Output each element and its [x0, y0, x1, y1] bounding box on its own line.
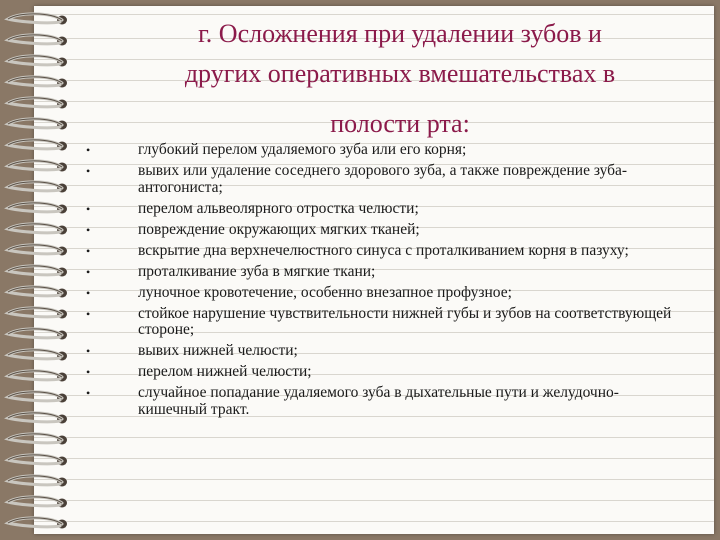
slide-title [110, 14, 690, 144]
list-item [82, 343, 682, 360]
list-item [82, 264, 682, 281]
spiral-binding-icon [0, 0, 90, 540]
list-item [82, 364, 682, 381]
list-item-text: глубокий перелом удаляемого зуба или его корня; [138, 141, 467, 158]
spiral-ring-icon [8, 497, 67, 508]
spiral-ring-icon [8, 161, 67, 172]
list-item [82, 243, 682, 260]
list-item [82, 163, 682, 196]
spiral-ring-icon [8, 77, 67, 88]
bullet-dot-icon: • [86, 164, 91, 178]
title-line-2: других оперативных вмешательствах в [184, 59, 616, 88]
list-item [82, 201, 682, 218]
bullet-dot-icon: • [86, 264, 91, 279]
spiral-ring-icon [8, 140, 67, 151]
spiral-ring-icon [8, 245, 67, 256]
list-item-text: вывих нижней челюсти; [138, 342, 298, 359]
spiral-ring-icon [8, 266, 67, 277]
spiral-ring-icon [8, 56, 67, 67]
bullet-dot-icon: • [86, 344, 91, 358]
list-item-text: вывих или удаление соседнего здорового зуба, а также повреждение зуба-антогониста; [138, 162, 628, 196]
spiral-ring-icon [8, 308, 67, 319]
list-item [82, 222, 682, 239]
spiral-ring-icon [8, 455, 67, 466]
spiral-ring-icon [8, 35, 67, 46]
bullet-dot-icon: • [86, 365, 91, 379]
spiral-ring-icon [8, 518, 67, 529]
spiral-ring-icon [8, 476, 67, 487]
complications-list [82, 142, 682, 423]
list-item-text: луночное кровотечение, особенно внезапное профузное; [138, 283, 512, 301]
bullet-dot-icon: • [86, 285, 91, 300]
title-line-3: полости рта: [330, 109, 470, 138]
list-item-text: стойкое нарушение чувствительности нижней губы и зубов на соответствующей стороне; [138, 304, 672, 338]
list-item-text: вскрытие дна верхнечелюстного синуса с проталкиванием корня в пазуху; [138, 241, 629, 259]
list-item-text: проталкивание зуба в мягкие ткани; [138, 262, 376, 280]
list-item-text: перелом альвеолярного отростка челюсти; [138, 199, 419, 217]
spiral-ring-icon [8, 413, 67, 424]
list-item [82, 385, 682, 418]
spiral-ring-icon [8, 371, 67, 382]
list-item [82, 285, 682, 302]
bullet-dot-icon: • [86, 222, 91, 237]
title-line-1: г. Осложнения при удалении зубов и [198, 19, 602, 48]
list-item-text: повреждение окружающих мягких тканей; [138, 220, 420, 238]
spiral-ring-icon [8, 224, 67, 235]
spiral-ring-icon [8, 203, 67, 214]
list-item-text: случайное попадание удаляемого зуба в дыхательные пути и желудочно-кишечный тракт. [138, 384, 619, 418]
bullet-dot-icon: • [86, 386, 91, 400]
bullet-dot-icon: • [86, 143, 91, 157]
spiral-ring-icon [8, 287, 67, 298]
spiral-ring-icon [8, 98, 67, 109]
spiral-ring-icon [8, 14, 67, 25]
spiral-ring-icon [8, 119, 67, 130]
spiral-ring-icon [8, 434, 67, 445]
bullet-dot-icon: • [86, 243, 91, 258]
spiral-ring-icon [8, 329, 67, 340]
list-item [82, 306, 682, 339]
spiral-ring-icon [8, 392, 67, 403]
bullet-dot-icon: • [86, 306, 91, 321]
list-item-text: перелом нижней челюсти; [138, 363, 312, 380]
spiral-ring-icon [8, 182, 67, 193]
list-item [82, 142, 682, 159]
spiral-ring-icon [8, 350, 67, 361]
bullet-dot-icon: • [86, 201, 91, 216]
